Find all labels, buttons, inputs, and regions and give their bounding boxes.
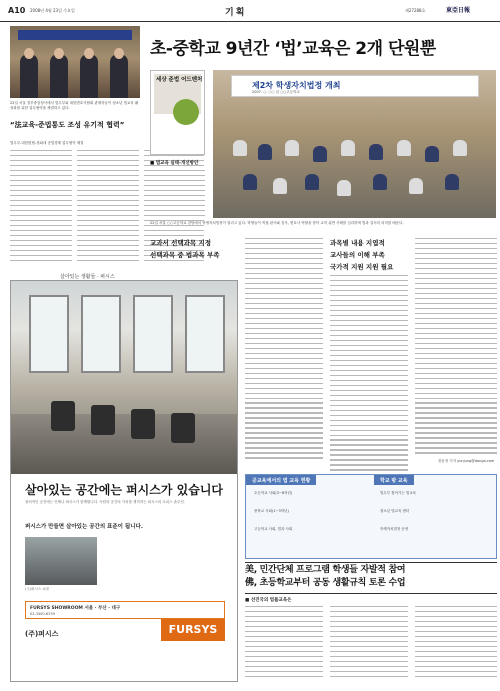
photo-person bbox=[50, 54, 68, 98]
photo-banner bbox=[18, 30, 132, 40]
issue-number: 제27288호 bbox=[405, 8, 426, 13]
photo-window bbox=[133, 295, 173, 373]
story-body-col-c bbox=[330, 275, 408, 474]
student-court-photo bbox=[213, 70, 496, 218]
photo-student bbox=[445, 174, 459, 190]
photo-chair bbox=[131, 409, 155, 439]
ad-brand-name: (주)퍼시스 bbox=[25, 630, 59, 638]
info-box-item: 학생자치법정 운영 bbox=[380, 527, 409, 531]
legal-adventure-poster bbox=[150, 70, 205, 155]
story-body-top bbox=[150, 170, 205, 220]
bottom-body-col3 bbox=[415, 606, 497, 681]
photo-chair bbox=[171, 413, 195, 443]
photo-person-head bbox=[114, 48, 124, 59]
photo-student bbox=[341, 140, 355, 156]
ad-body-text: 창의적인 공간에는 언제나 퍼시스가 함께합니다. 사람과 공간의 가치를 생각하는 퍼시스의 오피스 솔루션. bbox=[25, 500, 185, 504]
right-subhead-c: 국가적 지원 지원 필요 bbox=[330, 263, 394, 271]
photo-student bbox=[305, 174, 319, 190]
divider bbox=[245, 593, 497, 594]
photo-student bbox=[273, 178, 287, 194]
fursys-advertisement[interactable] bbox=[10, 280, 238, 682]
page-number: A10 bbox=[8, 6, 26, 15]
left-story-subhead: “法교육-준법통도 조성 유기적 협력” bbox=[10, 121, 125, 129]
left-photo-caption: 22일 서울 정부중앙청사에서 법무부와 대한변호사협회 관계자들이 청소년 법교육 활성화를 위한 업무협약을 체결하고 있다. bbox=[10, 101, 139, 110]
info-box-item: 중학교 사회(1~3학년) bbox=[254, 509, 289, 513]
info-box-item: 청소년 법교육 센터 bbox=[380, 509, 410, 513]
page-header bbox=[0, 0, 500, 22]
reporter-email: 장윤정 기자 yunjung@donga.com bbox=[438, 459, 495, 463]
divider bbox=[245, 562, 497, 563]
photo-person bbox=[80, 54, 98, 98]
info-box-item: 법무부 찾아가는 법교육 bbox=[380, 491, 417, 495]
bottom-body-col2 bbox=[330, 606, 408, 681]
story-body-col-b bbox=[245, 238, 323, 462]
bottom-story-headline bbox=[245, 564, 497, 590]
law-education-info-box bbox=[245, 474, 497, 559]
stage-banner bbox=[231, 75, 479, 97]
ad-showroom-tel: 02-3400-6339 bbox=[30, 612, 55, 616]
mid-subhead-c: 선택과목 중 법과목 부족 bbox=[150, 251, 220, 259]
photo-window bbox=[29, 295, 69, 373]
left-story-body-col2 bbox=[77, 150, 139, 265]
bottom-headline-line1: 美, 민간단체 프로그램 학생들 자발적 참여 bbox=[245, 565, 406, 575]
right-subhead-a: 과목별 내용 지엽적 bbox=[330, 239, 385, 247]
info-box-item: 고등학교 사회, 법과 사회 bbox=[254, 527, 293, 531]
photo-student bbox=[373, 174, 387, 190]
photo-chair bbox=[91, 405, 115, 435]
info-box-item: 초등학교 사회(3~6학년) bbox=[254, 491, 293, 495]
ad-thumbnail-caption: (주)퍼시스 쇼룸 bbox=[25, 587, 50, 591]
ad-subline: 퍼시스가 만들면 살아있는 공간의 표준이 됩니다. bbox=[25, 524, 143, 530]
page-date: 2008년 4월 23일 수요일 bbox=[30, 8, 75, 13]
info-box-title-right: 학교 밖 교육 bbox=[374, 475, 414, 485]
signing-ceremony-photo bbox=[10, 26, 140, 98]
left-story-body-col1 bbox=[10, 150, 72, 265]
bottom-story-subhead: ■ 선진국의 법률교육은 bbox=[245, 598, 292, 603]
poster-label: 세상 준법 어드벤처 bbox=[156, 77, 203, 83]
bottom-headline-line2: 佛, 초등학교부터 공동 생활규칙 토론 수업 bbox=[245, 578, 406, 588]
photo-student bbox=[285, 140, 299, 156]
photo-person-head bbox=[54, 48, 64, 59]
stage-banner-title: 제2차 학생자치법정 개최 bbox=[252, 81, 341, 90]
section-title: 기획 bbox=[225, 8, 247, 18]
photo-student bbox=[397, 140, 411, 156]
photo-student bbox=[243, 174, 257, 190]
page-headline: 초-중학교 9년간 ‘법’교육은 2개 단원뿐 bbox=[150, 39, 436, 59]
photo-student bbox=[233, 140, 247, 156]
ad-office-photo bbox=[11, 281, 237, 474]
fursys-logo: FURSYS bbox=[161, 619, 225, 641]
right-subhead-b: 교사들의 이해 부족 bbox=[330, 251, 385, 259]
photo-student bbox=[369, 144, 383, 160]
story-body-col-d bbox=[415, 238, 497, 457]
mid-subhead-a: ■ 법교육 실태-개선방안 bbox=[150, 161, 199, 166]
photo-floor bbox=[11, 414, 237, 474]
photo-student bbox=[337, 180, 351, 196]
photo-person-head bbox=[24, 48, 34, 59]
photo-person bbox=[110, 54, 128, 98]
bottom-body-col1 bbox=[245, 606, 323, 681]
info-box-title-left: 공교육에서의 법 교육 현황 bbox=[246, 475, 316, 485]
poster-illustration bbox=[173, 99, 199, 125]
photo-student bbox=[258, 144, 272, 160]
photo-window bbox=[185, 295, 225, 373]
photo-person-head bbox=[84, 48, 94, 59]
photo-chair bbox=[51, 401, 75, 431]
photo-student bbox=[409, 178, 423, 194]
ad-headline: 살아있는 공간에는 퍼시스가 있습니다 bbox=[25, 483, 224, 497]
ad-showroom-label: FURSYS SHOWROOM 서울 · 부산 · 대구 bbox=[30, 606, 121, 611]
stage-banner-sub: 2007. ○. ○○ 일 ○○고등학교 bbox=[252, 90, 300, 94]
ad-showroom-thumbnail bbox=[25, 537, 97, 585]
photo-student bbox=[313, 146, 327, 162]
photo-student bbox=[453, 140, 467, 156]
photo-window bbox=[81, 295, 121, 373]
left-story-byline: 법무부-대한변협-청와대 준법경제 업무협약 체결 bbox=[10, 141, 84, 145]
ad-showroom-box[interactable] bbox=[25, 601, 225, 619]
student-court-caption: 22일 서울 ○○고등학교 강당에서 학생자치법정이 열리고 있다. 학생들이 직접 판사와 검사, 변호사 역할을 맡아 교칙 위반 사례를 심리하며 법과 질서의 의미를 배운다. bbox=[150, 221, 404, 225]
photo-person bbox=[20, 54, 38, 98]
newspaper-logo: 東亞日報 bbox=[446, 7, 471, 14]
ad-label: 살아있는 생활들 · 퍼시스 bbox=[60, 274, 115, 280]
photo-student bbox=[425, 146, 439, 162]
mid-subhead-b: 교과서 선택과목 지정 bbox=[150, 239, 212, 247]
